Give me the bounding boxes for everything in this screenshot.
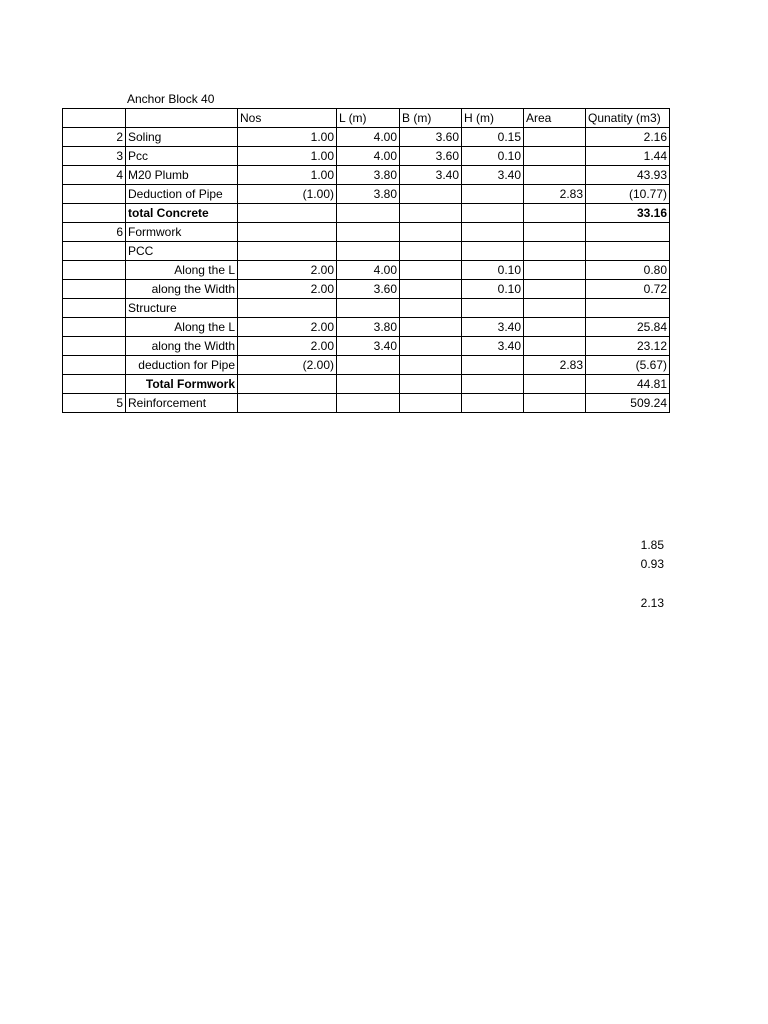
breadth-cell[interactable]: 3.40 [400,166,462,185]
quantity-cell[interactable]: 23.12 [586,337,670,356]
header-cell-breadth[interactable]: B (m) [400,109,462,128]
header-cell-quantity[interactable]: Qunatity (m3) [586,109,670,128]
header-cell-length[interactable]: L (m) [337,109,400,128]
quantity-cell[interactable]: 2.16 [586,128,670,147]
height-cell[interactable] [462,204,524,223]
quantity-cell[interactable]: 44.81 [586,375,670,394]
length-cell[interactable]: 3.80 [337,318,400,337]
area-cell[interactable] [524,128,586,147]
breadth-cell[interactable] [400,280,462,299]
breadth-cell[interactable] [400,204,462,223]
quantity-table [62,108,670,413]
header-row [63,109,670,128]
nos-cell[interactable]: 2.00 [238,318,337,337]
height-cell[interactable] [462,356,524,375]
item-cell[interactable]: Pcc [126,147,238,166]
height-cell[interactable] [462,185,524,204]
height-cell[interactable] [462,242,524,261]
extra-value-2[interactable]: 0.93 [640,557,664,571]
item-cell[interactable]: along the Width [126,337,238,356]
breadth-cell[interactable] [400,394,462,413]
breadth-cell[interactable]: 3.60 [400,128,462,147]
row-number-cell[interactable]: 6 [63,223,126,242]
table-row [63,356,670,375]
nos-cell[interactable]: 1.00 [238,147,337,166]
table-row [63,185,670,204]
area-cell[interactable] [524,223,586,242]
length-cell[interactable]: 4.00 [337,128,400,147]
table-row [63,280,670,299]
area-cell[interactable] [524,261,586,280]
quantity-cell[interactable]: (10.77) [586,185,670,204]
height-cell[interactable] [462,394,524,413]
breadth-cell[interactable] [400,261,462,280]
table-row [63,166,670,185]
quantity-cell[interactable]: 43.93 [586,166,670,185]
breadth-cell[interactable]: 3.60 [400,147,462,166]
nos-cell[interactable]: 1.00 [238,166,337,185]
area-cell[interactable] [524,280,586,299]
breadth-cell[interactable] [400,337,462,356]
table-row [63,299,670,318]
height-cell[interactable]: 3.40 [462,337,524,356]
breadth-cell[interactable] [400,375,462,394]
breadth-cell[interactable] [400,185,462,204]
table-row [63,128,670,147]
length-cell[interactable]: 3.80 [337,185,400,204]
length-cell[interactable] [337,204,400,223]
nos-cell[interactable] [238,299,337,318]
item-cell[interactable]: along the Width [126,280,238,299]
item-cell[interactable]: Deduction of Pipe [126,185,238,204]
row-number-cell[interactable]: 3 [63,147,126,166]
area-cell[interactable] [524,204,586,223]
header-cell-no[interactable] [63,109,126,128]
nos-cell[interactable]: 1.00 [238,128,337,147]
row-number-cell[interactable]: 5 [63,394,126,413]
item-cell[interactable]: M20 Plumb [126,166,238,185]
item-cell[interactable]: Structure [126,299,238,318]
height-cell[interactable]: 0.15 [462,128,524,147]
item-cell[interactable]: total Concrete [126,204,238,223]
length-cell[interactable]: 3.80 [337,166,400,185]
table-row [63,261,670,280]
row-number-cell[interactable] [63,242,126,261]
row-number-cell[interactable] [63,318,126,337]
header-cell-item[interactable] [126,109,238,128]
length-cell[interactable]: 3.40 [337,337,400,356]
breadth-cell[interactable] [400,242,462,261]
length-cell[interactable]: 4.00 [337,147,400,166]
length-cell[interactable] [337,356,400,375]
item-cell[interactable]: Along the L [126,261,238,280]
area-cell[interactable] [524,299,586,318]
height-cell[interactable]: 0.10 [462,147,524,166]
breadth-cell[interactable] [400,318,462,337]
item-cell[interactable]: PCC [126,242,238,261]
length-cell[interactable] [337,375,400,394]
nos-cell[interactable]: 2.00 [238,337,337,356]
height-cell[interactable]: 0.10 [462,261,524,280]
area-cell[interactable] [524,375,586,394]
quantity-cell[interactable]: 0.80 [586,261,670,280]
height-cell[interactable] [462,223,524,242]
nos-cell[interactable]: (1.00) [238,185,337,204]
row-number-cell[interactable] [63,261,126,280]
height-cell[interactable] [462,375,524,394]
table-row [63,375,670,394]
header-cell-area[interactable]: Area [524,109,586,128]
area-cell[interactable]: 2.83 [524,185,586,204]
height-cell[interactable]: 3.40 [462,166,524,185]
header-cell-height[interactable]: H (m) [462,109,524,128]
area-cell[interactable] [524,166,586,185]
table-body [63,109,670,413]
table-row [63,318,670,337]
length-cell[interactable] [337,299,400,318]
area-cell[interactable] [524,242,586,261]
sheet-title: Anchor Block 40 [127,92,215,106]
area-cell[interactable]: 2.83 [524,356,586,375]
length-cell[interactable]: 3.60 [337,280,400,299]
table-row [63,337,670,356]
quantity-cell[interactable]: 33.16 [586,204,670,223]
row-number-cell[interactable]: 4 [63,166,126,185]
quantity-cell[interactable]: 1.44 [586,147,670,166]
nos-cell[interactable]: (2.00) [238,356,337,375]
breadth-cell[interactable] [400,299,462,318]
table-row [63,394,670,413]
quantity-cell[interactable] [586,242,670,261]
length-cell[interactable]: 4.00 [337,261,400,280]
area-cell[interactable] [524,147,586,166]
area-cell[interactable] [524,337,586,356]
table-row [63,147,670,166]
nos-cell[interactable] [238,242,337,261]
table-row [63,223,670,242]
quantity-cell[interactable] [586,223,670,242]
table-row [63,242,670,261]
table-row [63,204,670,223]
length-cell[interactable] [337,223,400,242]
quantity-cell[interactable]: (5.67) [586,356,670,375]
height-cell[interactable] [462,299,524,318]
breadth-cell[interactable] [400,223,462,242]
height-cell[interactable]: 3.40 [462,318,524,337]
nos-cell[interactable]: 2.00 [238,261,337,280]
area-cell[interactable] [524,394,586,413]
item-cell[interactable]: Along the L [126,318,238,337]
nos-cell[interactable] [238,223,337,242]
quantity-cell[interactable]: 509.24 [586,394,670,413]
row-number-cell[interactable]: 2 [63,128,126,147]
row-number-cell[interactable] [63,280,126,299]
nos-cell[interactable] [238,204,337,223]
quantity-cell[interactable]: 25.84 [586,318,670,337]
item-cell[interactable]: Formwork [126,223,238,242]
row-number-cell[interactable] [63,356,126,375]
item-cell[interactable]: Soling [126,128,238,147]
nos-cell[interactable] [238,375,337,394]
extra-value-3[interactable]: 2.13 [640,596,664,610]
nos-cell[interactable] [238,394,337,413]
extra-value-1[interactable]: 1.85 [640,538,664,552]
row-number-cell[interactable] [63,204,126,223]
length-cell[interactable] [337,394,400,413]
quantity-cell[interactable]: 0.72 [586,280,670,299]
item-cell[interactable]: Reinforcement [126,394,238,413]
row-number-cell[interactable] [63,375,126,394]
breadth-cell[interactable] [400,356,462,375]
quantity-cell[interactable] [586,299,670,318]
length-cell[interactable] [337,242,400,261]
row-number-cell[interactable] [63,337,126,356]
item-cell[interactable]: deduction for Pipe [126,356,238,375]
item-cell[interactable]: Total Formwork [126,375,238,394]
nos-cell[interactable]: 2.00 [238,280,337,299]
row-number-cell[interactable] [63,299,126,318]
header-cell-nos[interactable]: Nos [238,109,337,128]
row-number-cell[interactable] [63,185,126,204]
height-cell[interactable]: 0.10 [462,280,524,299]
area-cell[interactable] [524,318,586,337]
